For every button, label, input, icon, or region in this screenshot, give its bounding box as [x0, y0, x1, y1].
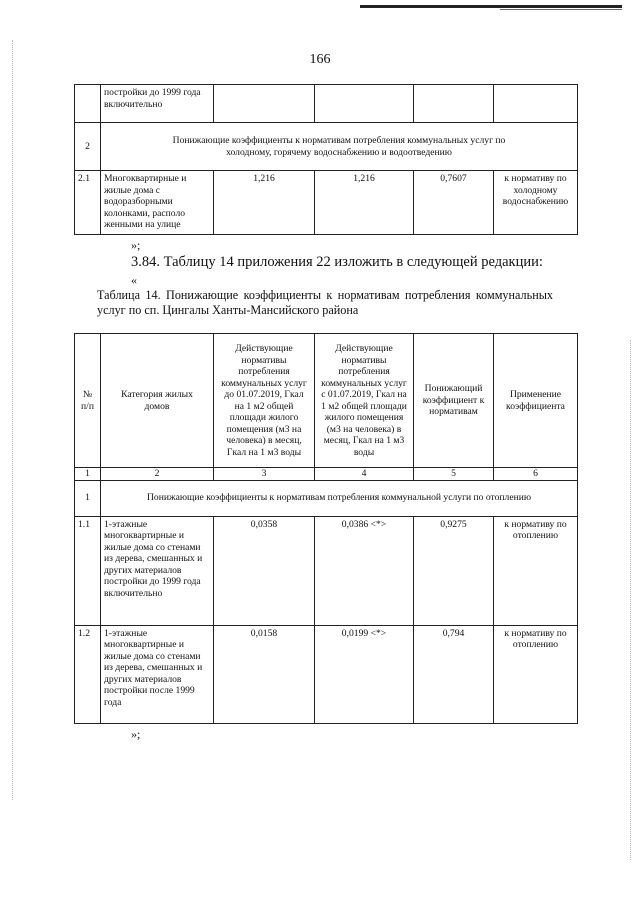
scan-edge-right — [630, 340, 632, 860]
section-title: Понижающие коэффициенты к нормативам потребления коммунальных услуг по холодному, горячему водоснабжению и водоотведению — [101, 123, 578, 171]
cell-norm-before: 1,216 — [214, 171, 315, 235]
scan-edge-left — [12, 40, 14, 800]
table-caption: Таблица 14. Понижающие коэффициенты к нормативам потребления коммунальных услуг по сп. Цингалы Ханты-Мансийского района — [97, 288, 553, 317]
table-row — [75, 625, 578, 723]
header-category: Категория жилых домов — [101, 334, 214, 468]
colnum-3: 3 — [214, 468, 315, 481]
table-row — [75, 516, 578, 625]
cell-norm-before: 0,0158 — [214, 625, 315, 723]
cell-coef: 0,7607 — [414, 171, 494, 235]
cell-category: 1-этажные многоквартирные и жилые дома со стенами из дерева, смешанных и других материалов постройки до 1999 года включительно — [101, 516, 214, 625]
cell-num: 2.1 — [75, 171, 101, 235]
cell-norm-after: 1,216 — [315, 171, 414, 235]
cell-num: 1.2 — [75, 625, 101, 723]
colnum-1: 1 — [75, 468, 101, 481]
close-quote: »; — [131, 238, 141, 252]
amendment-heading: 3.84. Таблицу 14 приложения 22 изложить в следующей редакции: — [131, 254, 543, 270]
table-row — [75, 85, 578, 123]
cell-apply: к нормативу по отоплению — [494, 625, 578, 723]
section-row — [75, 480, 578, 516]
section-row — [75, 123, 578, 171]
colnum-4: 4 — [315, 468, 414, 481]
table-row — [75, 171, 578, 235]
colnum-2: 2 — [101, 468, 214, 481]
header-row — [75, 334, 578, 468]
cell-category: Многоквартирные и жилые дома с водоразборными колонками, располо женными на улице — [101, 171, 214, 235]
colnum-5: 5 — [414, 468, 494, 481]
cell-norm-before: 0,0358 — [214, 516, 315, 625]
previous-table — [74, 84, 578, 235]
cell-num: 1.1 — [75, 516, 101, 625]
cell-coef: 0,794 — [414, 625, 494, 723]
cell-num — [75, 85, 101, 123]
cell-category: 1-этажные многоквартирные и жилые дома со стенами из дерева, смешанных и других материалов постройки после 1999 года — [101, 625, 214, 723]
header-rule-thin — [500, 9, 622, 10]
close-quote: »; — [131, 727, 141, 741]
column-numbers-row — [75, 468, 578, 481]
colnum-6: 6 — [494, 468, 578, 481]
section-num: 1 — [75, 480, 101, 516]
header-norm-before: Действующие нормативы потребления коммунальных услуг до 01.07.2019, Гкал на 1 м2 общей площади жилого помещения (м3 на человека) в месяц, Гкал на 1 м3 воды — [214, 334, 315, 468]
open-quote: « — [131, 273, 137, 287]
cell-norm-after: 0,0386 <*> — [315, 516, 414, 625]
section-title: Понижающие коэффициенты к нормативам потребления коммунальной услуги по отоплению — [101, 480, 578, 516]
page-number: 166 — [309, 52, 331, 67]
table-14 — [74, 333, 578, 724]
cell-apply: к нормативу по холодному водоснабжению — [494, 171, 578, 235]
section-num: 2 — [75, 123, 101, 171]
cell-coef: 0,9275 — [414, 516, 494, 625]
header-rule — [360, 5, 622, 8]
header-norm-after: Действующие нормативы потребления коммунальных услуг с 01.07.2019, Гкал на 1 м2 общей площади жилого помещения (м3 на человека) в месяц, Гкал на 1 м3 воды — [315, 334, 414, 468]
header-apply: Применение коэффициента — [494, 334, 578, 468]
header-coef: Понижающий коэффициент к нормативам — [414, 334, 494, 468]
cell-apply: к нормативу по отоплению — [494, 516, 578, 625]
cell-category: постройки до 1999 года включительно — [101, 85, 214, 123]
cell-norm-after: 0,0199 <*> — [315, 625, 414, 723]
header-num: № п/п — [75, 334, 101, 468]
